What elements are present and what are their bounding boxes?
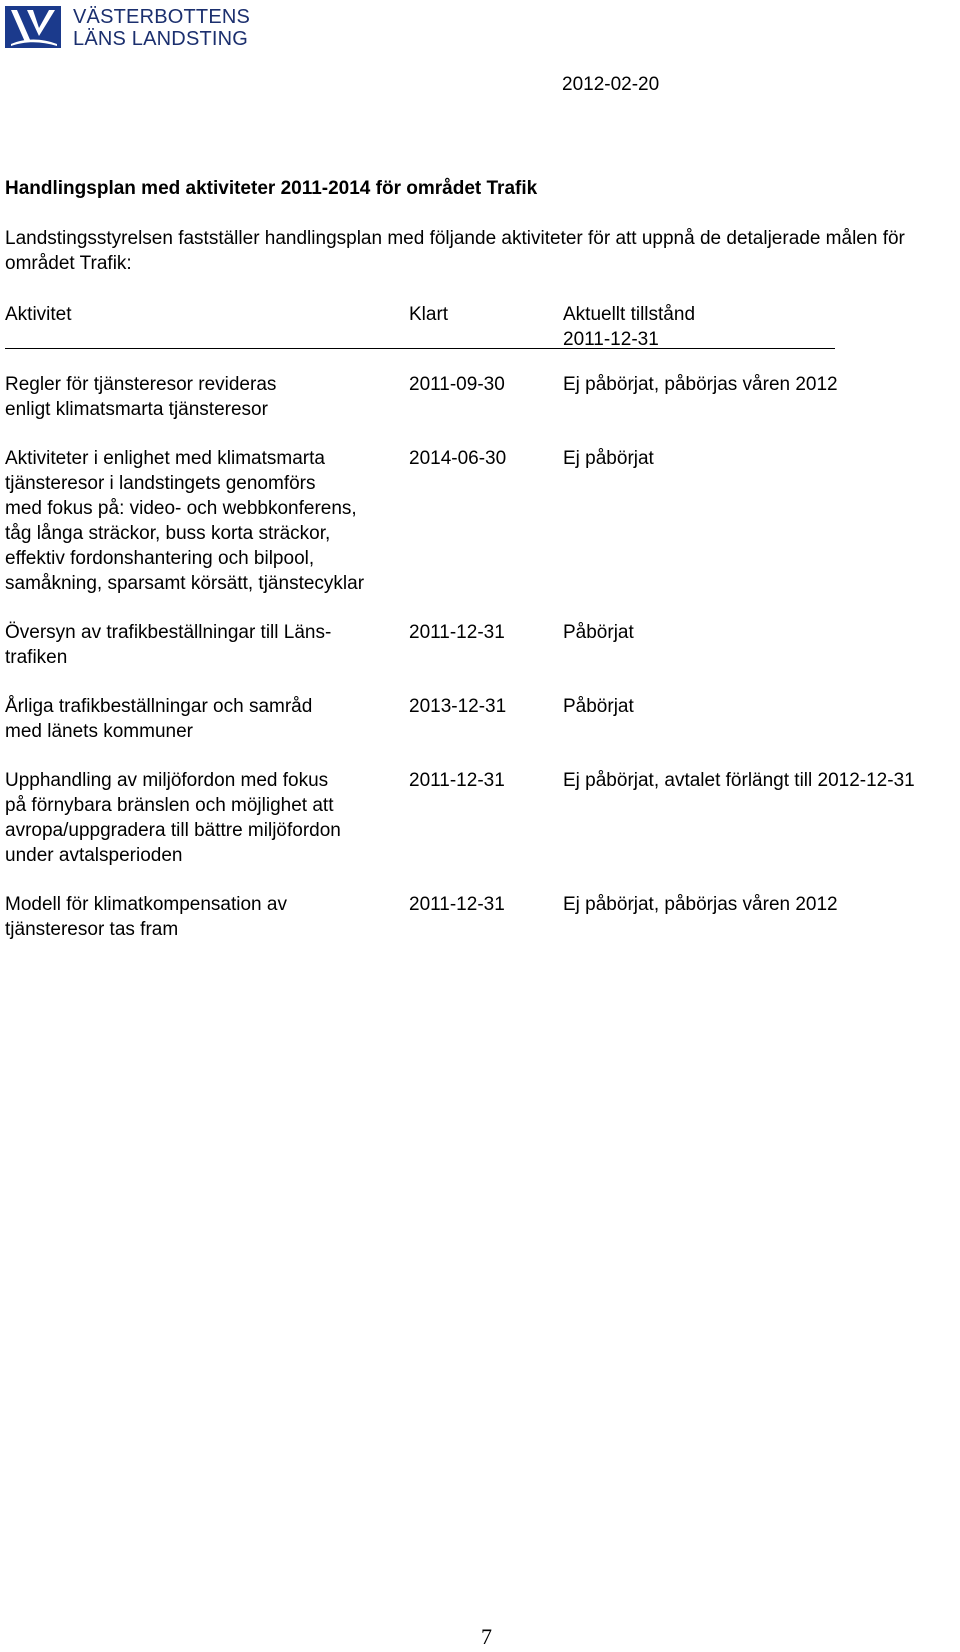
activity-cell — [5, 446, 364, 596]
status-cell: Påbörjat — [563, 622, 634, 643]
document-date: 2012-02-20 — [562, 74, 660, 95]
logo-wordmark — [73, 6, 250, 50]
activity-cell — [5, 620, 331, 670]
column-header-status-label: Aktuellt tillstånd — [563, 304, 696, 325]
status-cell: Påbörjat — [563, 696, 634, 717]
activity-line: effektiv fordonshantering och bilpool, — [5, 548, 315, 569]
logo-line-1: VÄSTERBOTTENS — [73, 6, 251, 28]
status-cell: Ej påbörjat, avtalet förlängt till 2012-12-31 — [563, 770, 915, 791]
activity-line: tjänsteresor i landstingets genomförs — [5, 473, 316, 494]
status-cell: Ej påbörjat, påbörjas våren 2012 — [563, 374, 838, 395]
done-date-cell: 2014-06-30 — [409, 448, 507, 469]
activity-cell — [5, 372, 276, 422]
activity-line: med fokus på: video- och webbkonferens, — [5, 498, 357, 519]
activity-cell — [5, 892, 287, 942]
activity-line: avropa/uppgradera till bättre miljöfordon — [5, 820, 341, 841]
column-header-status — [563, 302, 695, 352]
page-title: Handlingsplan med aktiviteter 2011-2014 för området Trafik — [5, 178, 538, 199]
activity-line: med länets kommuner — [5, 721, 193, 742]
activity-cell — [5, 768, 341, 868]
done-date-cell: 2013-12-31 — [409, 696, 507, 717]
status-cell: Ej påbörjat — [563, 448, 654, 469]
intro-paragraph: Landstingsstyrelsen fastställer handlingsplan med följande aktiviteter för att uppnå de detaljerade målen för området Trafik: — [5, 228, 905, 274]
landsting-logo-icon — [5, 6, 61, 48]
done-date-cell: 2011-12-31 — [409, 770, 505, 791]
activity-line: tåg långa sträckor, buss korta sträckor, — [5, 523, 331, 544]
header-divider — [5, 348, 835, 349]
activity-line: trafiken — [5, 647, 68, 668]
page-number: 7 — [481, 1624, 492, 1649]
status-cell: Ej påbörjat, påbörjas våren 2012 — [563, 894, 838, 915]
activity-line: samåkning, sparsamt körsätt, tjänstecyklar — [5, 573, 365, 594]
column-header-status-date: 2011-12-31 — [563, 329, 659, 350]
logo-line-2: LÄNS LANDSTING — [73, 28, 249, 50]
activity-line: Regler för tjänsteresor revideras — [5, 374, 277, 395]
activity-line: tjänsteresor tas fram — [5, 919, 179, 940]
logo — [5, 6, 260, 50]
activity-line: Översyn av trafikbeställningar till Läns- — [5, 622, 332, 643]
done-date-cell: 2011-12-31 — [409, 894, 505, 915]
activity-line: Aktiviteter i enlighet med klimatsmarta — [5, 448, 325, 469]
column-header-done: Klart — [409, 304, 449, 325]
activity-line: Modell för klimatkompensation av — [5, 894, 287, 915]
activity-line: enligt klimatsmarta tjänsteresor — [5, 399, 268, 420]
done-date-cell: 2011-12-31 — [409, 622, 505, 643]
activity-line: Årliga trafikbeställningar och samråd — [5, 696, 313, 717]
activity-line: på förnybara bränslen och möjlighet att — [5, 795, 334, 816]
column-header-activity: Aktivitet — [5, 304, 72, 325]
done-date-cell: 2011-09-30 — [409, 374, 505, 395]
activity-line: Upphandling av miljöfordon med fokus — [5, 770, 329, 791]
activity-line: under avtalsperioden — [5, 845, 183, 866]
activity-cell — [5, 694, 312, 744]
